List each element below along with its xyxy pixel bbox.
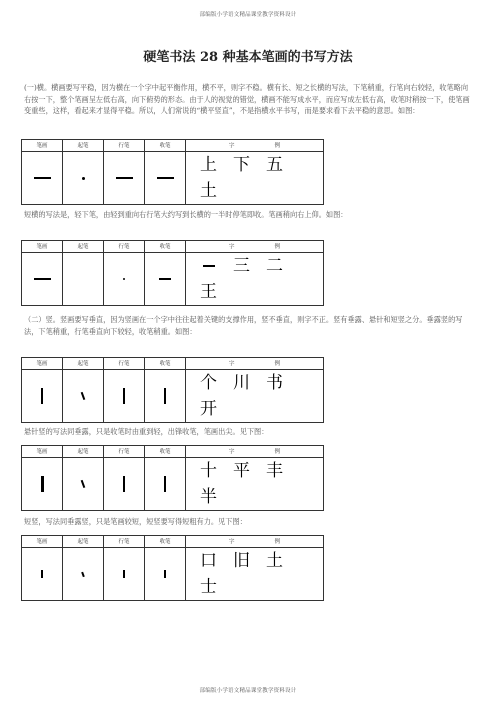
col-header-stroke: 笔画 [22,358,63,370]
example-char: 口 [200,551,217,571]
stroke-move-dot [104,253,145,306]
stroke-table-heng [21,139,324,205]
stroke-end-vbar [145,370,186,423]
stroke-move-vbar [104,458,145,511]
stroke-table-short-heng [21,240,324,306]
stroke-start-empty [63,253,104,306]
section-xuanzhen-text: 悬针竖的写法同垂露，只是收笔时由重到轻，出锋收笔，笔画出尖。见下图： [24,427,269,436]
col-header-stroke: 笔画 [22,446,63,458]
col-header-start: 起笔 [63,536,104,548]
example-char: 三 [233,256,250,276]
example-char: 旧 [233,551,250,571]
col-header-examples: 字 例 [186,140,324,152]
example-char: 上 [200,155,217,175]
stroke-end-vbar [145,548,186,601]
col-header-start: 起笔 [63,358,104,370]
stroke-move-bar [104,152,145,205]
example-char: 土 [200,181,217,201]
section-short-shu-text: 短竖，写法同垂露竖，只是笔画较短，短竖要写得短粗有力。见下图： [24,517,247,526]
section-heng-text: (一)横。横画要写平稳，因为横在一个字中起平衡作用，横不平，则字不稳。横有长、短之长横的写法，下笔稍重，行笔向右较轻，收笔略向右按一下，整个笔画呈左低右高，向下俯势的形态。由于人的视觉的错觉，横画不能写成水平，而应写成左低右高，收笔时稍按一下，使笔画变重些，这样，看起来才显得平稳。所以，人们常说的“横平竖直”，不是指横水平书写，而是要求看下去平稳的意思。如图： [24,83,470,115]
example-char: 平 [233,461,250,481]
col-header-examples: 字 例 [186,358,324,370]
stroke-end-bar [145,253,186,306]
col-header-start: 起笔 [63,446,104,458]
stroke-shu [22,370,63,423]
example-chars [186,152,324,205]
stroke-table-xuanzhen [21,445,324,511]
stroke-start-dot [63,152,104,205]
col-header-start: 起笔 [63,241,104,253]
example-char: 下 [233,155,250,175]
col-header-examples: 字 例 [186,446,324,458]
stroke-start-tick [63,458,104,511]
col-header-move: 行笔 [104,241,145,253]
example-char: 半 [200,487,217,507]
col-header-end: 收笔 [145,241,186,253]
page-footer: 部编版小学语文精品课堂教学资料设计 [199,688,297,694]
stroke-short-heng [22,253,63,306]
example-char: 王 [200,282,217,302]
stroke-start-tick [63,548,104,601]
example-char [192,253,225,279]
example-char: 川 [233,373,250,393]
section-short-heng-text: 短横的写法是，轻下笔，由轻到重向右行笔大约写到长横的一半时停笔即收。笔画稍向右上仰。如图： [24,210,348,219]
example-char: 丰 [266,461,283,481]
col-header-end: 收笔 [145,140,186,152]
example-char: 土 [266,551,283,571]
col-header-stroke: 笔画 [22,241,63,253]
col-header-end: 收笔 [145,358,186,370]
stroke-end-bar [145,152,186,205]
example-char: 十 [200,461,217,481]
page-title: 硬笔书法 28 种基本笔画的书写方法 [143,50,353,65]
col-header-end: 收笔 [145,446,186,458]
col-header-start: 起笔 [63,140,104,152]
example-chars [186,253,324,306]
stroke-xuanzhen [22,458,63,511]
example-chars [186,458,324,511]
example-char: 五 [266,155,283,175]
example-char: 书 [266,373,283,393]
example-char: 开 [200,399,217,419]
col-header-move: 行笔 [104,446,145,458]
col-header-move: 行笔 [104,358,145,370]
section-shu-text: （二）竖。竖画要写垂直，因为竖画在一个字中往往起着关键的支撑作用，竖不垂直，则字不正。竖有垂露、悬针和短竖之分。垂露竖的写法，下笔稍重，行笔垂直向下较轻，收笔稍重。如图： [24,315,463,336]
stroke-short-shu [22,548,63,601]
col-header-move: 行笔 [104,536,145,548]
col-header-examples: 字 例 [186,241,324,253]
page-header: 部编版小学语文精品课堂教学资料设计 [199,12,297,18]
col-header-stroke: 笔画 [22,536,63,548]
example-char: 个 [200,373,217,393]
col-header-examples: 字 例 [186,536,324,548]
col-header-move: 行笔 [104,140,145,152]
stroke-table-short-shu [21,535,324,601]
stroke-move-vbar [104,370,145,423]
col-header-end: 收笔 [145,536,186,548]
stroke-move-vbar [104,548,145,601]
example-chars [186,548,324,601]
stroke-end-vbar [145,458,186,511]
stroke-start-tick [63,370,104,423]
example-chars [186,370,324,423]
col-header-stroke: 笔画 [22,140,63,152]
example-char: 二 [266,256,283,276]
stroke-table-shu [21,357,324,423]
example-char: 士 [200,577,217,597]
stroke-long-heng [22,152,63,205]
